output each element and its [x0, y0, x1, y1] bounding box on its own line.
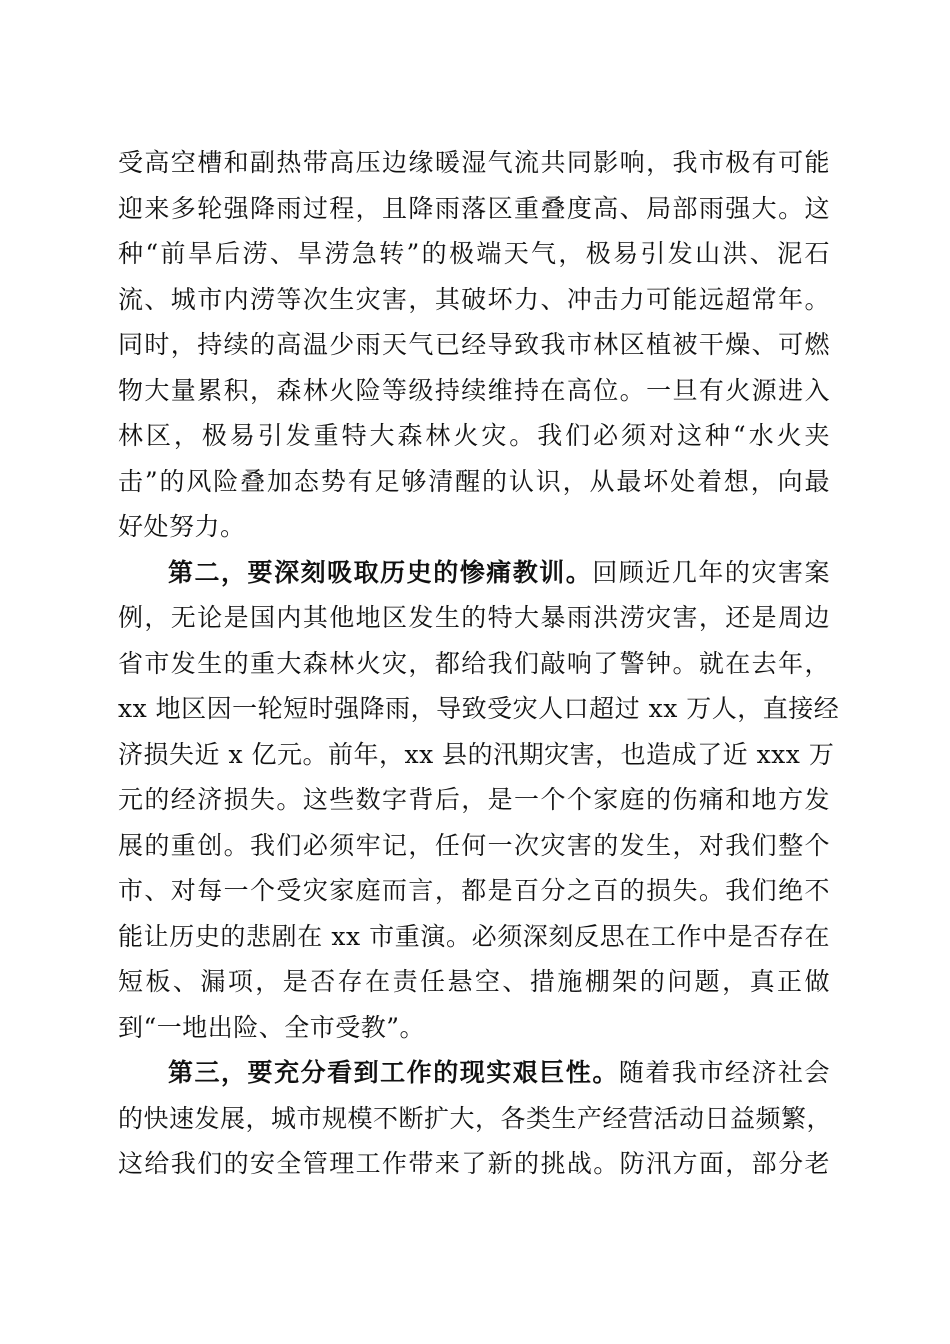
body-text — [118, 140, 840, 1187]
text-line: 流、城市内涝等次生灾害，其破坏力、冲击力可能远超常年。 — [118, 284, 830, 314]
paragraph-first-line — [118, 550, 830, 596]
text-line: 例，无论是国内其他地区发生的特大暴雨洪涝灾害，还是周边 — [118, 603, 830, 632]
text-line: 短板、漏项，是否存在责任悬空、措施棚架的问题，真正做 — [118, 967, 830, 996]
text-line: 迎来多轮强降雨过程，且降雨落区重叠度高、局部雨强大。这 — [118, 193, 830, 223]
paragraph-first-rest: 回顾近几年的灾害案 — [592, 557, 830, 587]
paragraph-lead: 第二，要深刻吸取历史的惨痛教训。 — [168, 557, 593, 587]
paragraph-1 — [118, 140, 830, 550]
paragraph-3 — [118, 1050, 833, 1187]
text-line: 种“前旱后涝、旱涝急转”的极端天气，极易引发山洪、泥石 — [118, 239, 830, 268]
text-line: 物大量累积，森林火险等级持续维持在高位。一旦有火源进入 — [118, 375, 830, 405]
text-line: 省市发生的重大森林火灾，都给我们敲响了警钟。就在去年， — [118, 648, 830, 678]
text-line: 济损失近 x 亿元。前年，xx 县的汛期灾害，也造成了近 xxx 万 — [118, 739, 835, 769]
text-line: 市、对每一个受灾家庭而言，都是百分之百的损失。我们绝不 — [118, 876, 830, 905]
text-line: 展的重创。我们必须牢记，任何一次灾害的发生，对我们整个 — [118, 830, 830, 860]
text-line: 好处努力。 — [118, 512, 246, 541]
text-line: 击”的风险叠加态势有足够清醒的认识，从最坏处着想，向最 — [118, 466, 830, 496]
text-line: 这给我们的安全管理工作带来了新的挑战。防汛方面，部分老 — [118, 1149, 830, 1178]
text-line: xx 地区因一轮短时强降雨，导致受灾人口超过 xx 万人，直接经 — [118, 694, 840, 723]
text-line: 到“一地出险、全市受教”。 — [118, 1012, 426, 1042]
text-line: 元的经济损失。这些数字背后，是一个个家庭的伤痛和地方发 — [118, 785, 830, 814]
paragraph-lead: 第三，要充分看到工作的现实艰巨性。 — [168, 1058, 619, 1087]
paragraph-2 — [118, 550, 840, 1051]
text-line: 的快速发展，城市规模不断扩大，各类生产经营活动日益频繁， — [118, 1103, 833, 1133]
text-line: 受高空槽和副热带高压边缘暖湿气流共同影响，我市极有可能 — [118, 148, 830, 177]
text-line: 能让历史的悲剧在 xx 市重演。必须深刻反思在工作中是否存在 — [118, 921, 830, 951]
text-line: 同时，持续的高温少雨天气已经导致我市林区植被干燥、可燃 — [118, 330, 830, 359]
text-line: 林区，极易引发重特大森林火灾。我们必须对这种“水火夹 — [118, 421, 830, 450]
paragraph-first-rest: 随着我市经济社会 — [618, 1058, 830, 1087]
paragraph-first-line — [118, 1050, 830, 1096]
